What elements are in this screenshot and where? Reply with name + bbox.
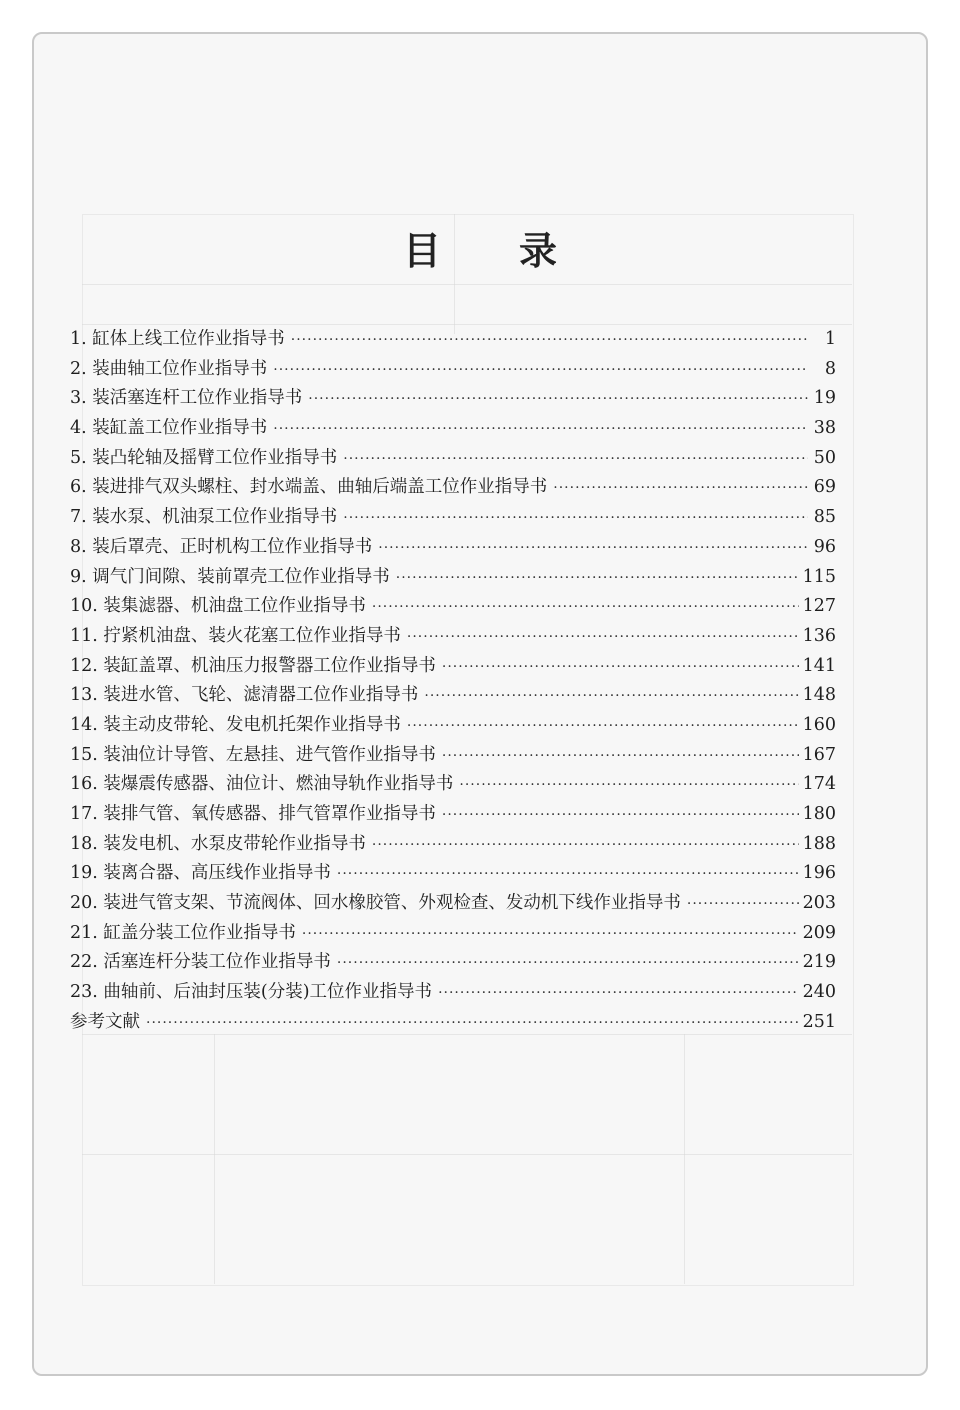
- toc-entry-page-number: 127: [802, 596, 836, 617]
- toc-entry[interactable]: [70, 414, 836, 444]
- toc-entry[interactable]: [70, 1008, 836, 1038]
- toc-entry-page-number: 141: [802, 655, 836, 676]
- toc-entry-page-number: 203: [802, 893, 836, 914]
- toc-entry-page-number: 50: [813, 447, 836, 468]
- toc-dot-leader: [302, 926, 799, 942]
- toc-entry[interactable]: [70, 563, 836, 593]
- toc-entry-label: 2. 装曲轴工位作业指导书: [70, 358, 268, 379]
- toc-dot-leader: [337, 866, 799, 882]
- toc-dot-leader: [378, 540, 808, 556]
- toc-dot-leader: [438, 985, 799, 1001]
- toc-entry-page-number: 8: [824, 358, 836, 379]
- toc-entry[interactable]: [70, 325, 836, 355]
- toc-entry-label: 3. 装活塞连杆工位作业指导书: [70, 388, 303, 409]
- toc-dot-leader: [407, 718, 799, 734]
- toc-dot-leader: [459, 777, 798, 793]
- toc-entry[interactable]: [70, 919, 836, 949]
- toc-entry-label: 20. 装进气管支架、节流阀体、回水橡胶管、外观检查、发动机下线作业指导书: [70, 893, 681, 914]
- toc-entry[interactable]: [70, 948, 836, 978]
- table-of-contents: [70, 325, 836, 1038]
- show-through-line: [684, 1034, 685, 1284]
- toc-entry[interactable]: [70, 978, 836, 1008]
- page-title: [34, 220, 926, 275]
- toc-dot-leader: [273, 362, 808, 378]
- toc-entry-page-number: 69: [813, 477, 836, 498]
- toc-entry-label: 22. 活塞连杆分装工位作业指导书: [70, 952, 331, 973]
- toc-entry-label: 11. 拧紧机油盘、装火花塞工位作业指导书: [70, 625, 401, 646]
- toc-entry-page-number: 115: [802, 566, 836, 587]
- toc-entry-label: 13. 装进水管、飞轮、滤清器工位作业指导书: [70, 685, 419, 706]
- toc-entry-page-number: 148: [802, 685, 836, 706]
- toc-entry[interactable]: [70, 859, 836, 889]
- toc-dot-leader: [343, 510, 808, 526]
- toc-dot-leader: [291, 332, 808, 348]
- toc-entry[interactable]: [70, 592, 836, 622]
- toc-entry-page-number: 188: [802, 833, 836, 854]
- toc-entry-page-number: 180: [802, 804, 836, 824]
- title-char-1: 目: [402, 228, 441, 273]
- toc-entry-page-number: 1: [824, 329, 836, 349]
- toc-dot-leader: [687, 896, 799, 912]
- toc-entry[interactable]: [70, 384, 836, 414]
- toc-dot-leader: [308, 391, 808, 407]
- toc-entry-page-number: 251: [802, 1011, 836, 1032]
- toc-entry-label: 19. 装离合器、高压线作业指导书: [70, 863, 331, 884]
- toc-entry-label: 17. 装排气管、氧传感器、排气管罩作业指导书: [70, 804, 436, 824]
- toc-entry-page-number: 167: [802, 744, 836, 765]
- toc-entry[interactable]: [70, 444, 836, 474]
- title-char-2: 录: [519, 228, 558, 273]
- toc-dot-leader: [407, 629, 799, 645]
- toc-entry-label: 参考文献: [70, 1011, 140, 1032]
- show-through-line: [214, 1034, 215, 1284]
- toc-entry-label: 1. 缸体上线工位作业指导书: [70, 329, 285, 349]
- toc-entry-label: 6. 装进排气双头螺柱、封水端盖、曲轴后端盖工位作业指导书: [70, 477, 548, 498]
- toc-entry[interactable]: [70, 533, 836, 563]
- toc-entry-label: 9. 调气门间隙、装前罩壳工位作业指导书: [70, 566, 390, 587]
- toc-entry[interactable]: [70, 622, 836, 652]
- toc-entry[interactable]: [70, 770, 836, 800]
- toc-entry-page-number: 38: [813, 418, 836, 439]
- toc-entry-page-number: 174: [802, 774, 836, 795]
- toc-dot-leader: [273, 421, 808, 437]
- toc-entry-label: 23. 曲轴前、后油封压装(分装)工位作业指导书: [70, 982, 433, 1003]
- toc-entry-label: 16. 装爆震传感器、油位计、燃油导轨作业指导书: [70, 774, 454, 795]
- toc-entry[interactable]: [70, 741, 836, 771]
- toc-dot-leader: [146, 1015, 799, 1031]
- toc-entry-page-number: 19: [813, 388, 836, 409]
- toc-dot-leader: [424, 688, 798, 704]
- toc-entry-page-number: 136: [802, 625, 836, 646]
- toc-entry-label: 5. 装凸轮轴及摇臂工位作业指导书: [70, 447, 338, 468]
- show-through-line: [82, 284, 852, 285]
- toc-dot-leader: [372, 837, 799, 853]
- toc-entry[interactable]: [70, 830, 836, 860]
- toc-entry[interactable]: [70, 652, 836, 682]
- toc-entry[interactable]: [70, 800, 836, 830]
- toc-entry-label: 15. 装油位计导管、左悬挂、进气管作业指导书: [70, 744, 436, 765]
- toc-entry-page-number: 85: [813, 507, 836, 528]
- toc-entry-page-number: 219: [802, 952, 836, 973]
- toc-entry-page-number: 196: [802, 863, 836, 884]
- toc-entry[interactable]: [70, 355, 836, 385]
- toc-entry-label: 10. 装集滤器、机油盘工位作业指导书: [70, 596, 366, 617]
- document-page: [32, 32, 928, 1376]
- toc-entry-page-number: 209: [802, 922, 836, 943]
- toc-entry-label: 14. 装主动皮带轮、发电机托架作业指导书: [70, 714, 401, 735]
- toc-entry[interactable]: [70, 473, 836, 503]
- toc-entry-label: 21. 缸盖分装工位作业指导书: [70, 922, 296, 943]
- toc-entry[interactable]: [70, 503, 836, 533]
- toc-entry-label: 7. 装水泵、机油泵工位作业指导书: [70, 507, 338, 528]
- toc-dot-leader: [396, 570, 799, 586]
- toc-dot-leader: [442, 807, 799, 823]
- toc-dot-leader: [372, 599, 799, 615]
- toc-entry[interactable]: [70, 711, 836, 741]
- toc-dot-leader: [343, 451, 808, 467]
- toc-dot-leader: [553, 480, 808, 496]
- toc-dot-leader: [337, 955, 799, 971]
- toc-dot-leader: [442, 748, 799, 764]
- toc-entry-page-number: 240: [802, 982, 836, 1003]
- toc-entry-label: 18. 装发电机、水泵皮带轮作业指导书: [70, 833, 366, 854]
- toc-entry[interactable]: [70, 889, 836, 919]
- toc-entry-label: 4. 装缸盖工位作业指导书: [70, 418, 268, 439]
- toc-entry-label: 12. 装缸盖罩、机油压力报警器工位作业指导书: [70, 655, 436, 676]
- toc-entry[interactable]: [70, 681, 836, 711]
- toc-dot-leader: [442, 659, 799, 675]
- show-through-line: [82, 1154, 852, 1155]
- toc-entry-page-number: 160: [802, 714, 836, 735]
- toc-entry-page-number: 96: [813, 536, 836, 557]
- toc-entry-label: 8. 装后罩壳、正时机构工位作业指导书: [70, 536, 373, 557]
